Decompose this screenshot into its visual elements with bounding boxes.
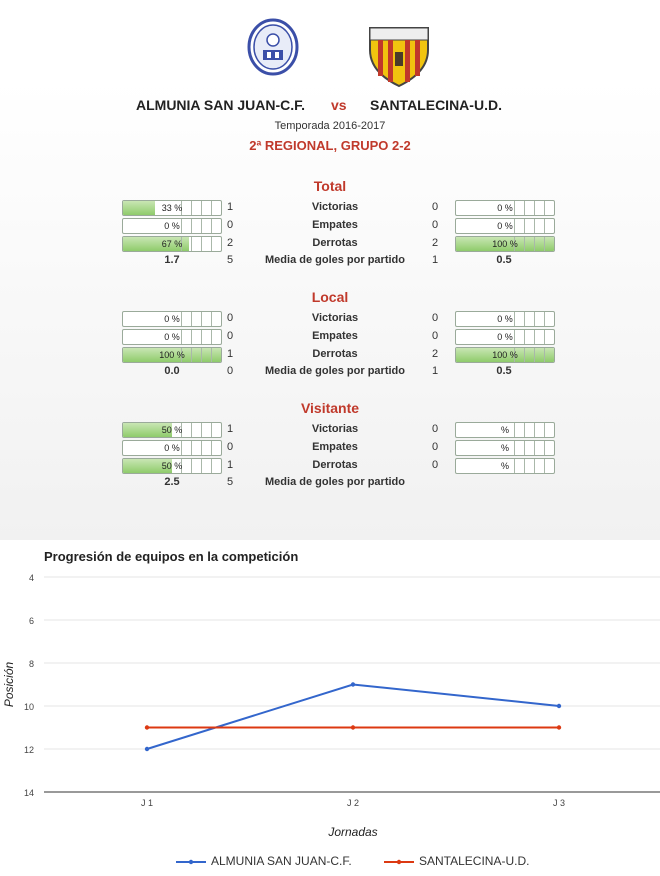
stat-row xyxy=(0,311,660,328)
progression-chart xyxy=(0,565,660,845)
competition-label: 2ª REGIONAL, GRUPO 2-2 xyxy=(249,138,411,153)
home-count: 0 xyxy=(227,330,234,342)
vs-label: vs xyxy=(331,97,347,113)
data-point xyxy=(351,725,355,729)
away-percent-bar xyxy=(455,218,555,234)
x-tick-label: J 2 xyxy=(346,798,360,808)
stat-label: Victorias xyxy=(311,423,359,435)
away-percent-bar xyxy=(455,440,555,456)
away-team-crest xyxy=(368,26,430,88)
stat-row xyxy=(0,422,660,439)
stat-label: Derrotas xyxy=(312,459,358,471)
percent-text: 0 % xyxy=(164,314,180,324)
section-title: Total xyxy=(313,178,347,194)
percent-text: 0 % xyxy=(497,203,513,213)
home-count: 1 xyxy=(227,459,234,471)
home-goals: 0 xyxy=(227,365,234,377)
away-goals-average: 0.5 xyxy=(496,365,512,377)
away-percent-bar xyxy=(455,311,555,327)
away-count: 0 xyxy=(432,441,439,453)
y-tick-label: 6 xyxy=(28,616,34,626)
away-goals-average: 0.5 xyxy=(496,254,512,266)
goals-average-row xyxy=(0,253,660,270)
legend-swatch xyxy=(384,857,414,867)
away-percent-bar xyxy=(455,200,555,216)
away-goals: 1 xyxy=(432,254,439,266)
away-count: 0 xyxy=(432,312,439,324)
percent-text: % xyxy=(500,443,509,453)
y-tick-label: 8 xyxy=(28,659,34,669)
percent-text: 100 % xyxy=(492,239,518,249)
away-percent-bar xyxy=(455,329,555,345)
home-percent-bar xyxy=(122,347,222,363)
legend-label: ALMUNIA SAN JUAN-C.F. xyxy=(211,854,352,868)
away-count: 0 xyxy=(432,459,439,471)
percent-text: 50 % xyxy=(161,425,183,435)
series-line xyxy=(147,685,559,750)
home-percent-bar xyxy=(122,329,222,345)
percent-text: 33 % xyxy=(161,203,183,213)
home-count: 1 xyxy=(227,348,234,360)
away-count: 2 xyxy=(432,237,439,249)
home-team-name: ALMUNIA SAN JUAN-C.F. xyxy=(136,97,306,113)
y-axis-label: Posición xyxy=(2,661,16,708)
stat-label: Derrotas xyxy=(312,237,358,249)
home-goals-average: 0.0 xyxy=(164,365,180,377)
stat-row xyxy=(0,440,660,457)
home-count: 2 xyxy=(227,237,234,249)
chart-title: Progresión de equipos en la competición xyxy=(44,549,299,564)
goals-average-label: Media de goles por partido xyxy=(265,254,405,266)
home-percent-bar xyxy=(122,422,222,438)
home-count: 1 xyxy=(227,201,234,213)
stat-row xyxy=(0,200,660,217)
away-percent-bar xyxy=(455,236,555,252)
x-tick-label: J 1 xyxy=(140,798,154,808)
x-tick-label: J 3 xyxy=(552,798,566,808)
legend-swatch xyxy=(176,857,206,867)
stat-row xyxy=(0,458,660,475)
home-percent-bar xyxy=(122,458,222,474)
home-goals: 5 xyxy=(227,476,234,488)
percent-text: 0 % xyxy=(497,314,513,324)
section-title: Local xyxy=(311,289,349,305)
goals-average-label: Media de goles por partido xyxy=(265,476,405,488)
y-tick-label: 10 xyxy=(23,702,34,712)
stat-row xyxy=(0,347,660,364)
home-count: 0 xyxy=(227,441,234,453)
y-tick-label: 4 xyxy=(28,573,34,583)
away-count: 0 xyxy=(432,201,439,213)
home-goals-average: 2.5 xyxy=(164,476,180,488)
percent-text: 0 % xyxy=(164,221,180,231)
data-point xyxy=(557,725,561,729)
home-percent-bar xyxy=(122,236,222,252)
home-count: 0 xyxy=(227,219,234,231)
away-count: 0 xyxy=(432,330,439,342)
home-percent-bar xyxy=(122,440,222,456)
percent-text: % xyxy=(500,461,509,471)
data-point xyxy=(351,682,355,686)
legend-label: SANTALECINA-U.D. xyxy=(419,854,530,868)
stat-row xyxy=(0,236,660,253)
stat-label: Victorias xyxy=(311,201,359,213)
goals-average-row xyxy=(0,475,660,492)
home-goals: 5 xyxy=(227,254,234,266)
home-count: 1 xyxy=(227,423,234,435)
percent-text: 0 % xyxy=(497,332,513,342)
away-percent-bar xyxy=(455,422,555,438)
home-percent-bar xyxy=(122,218,222,234)
y-tick-label: 12 xyxy=(23,745,34,755)
section-title: Visitante xyxy=(300,400,360,416)
x-axis-label: Jornadas xyxy=(328,825,378,839)
home-goals-average: 1.7 xyxy=(164,254,180,266)
stat-label: Empates xyxy=(312,441,358,453)
stat-row xyxy=(0,218,660,235)
away-percent-bar xyxy=(455,458,555,474)
percent-text: 0 % xyxy=(164,443,180,453)
stat-label: Empates xyxy=(312,219,358,231)
home-team-crest xyxy=(247,18,299,76)
stat-label: Victorias xyxy=(311,312,359,324)
data-point xyxy=(145,747,149,751)
away-count: 0 xyxy=(432,219,439,231)
percent-text: 0 % xyxy=(497,221,513,231)
data-point xyxy=(557,704,561,708)
stat-label: Derrotas xyxy=(312,348,358,360)
goals-average-label: Media de goles por partido xyxy=(265,365,405,377)
y-tick-label: 14 xyxy=(23,788,34,798)
percent-text: % xyxy=(500,425,509,435)
away-count: 2 xyxy=(432,348,439,360)
percent-text: 0 % xyxy=(164,332,180,342)
percent-text: 100 % xyxy=(492,350,518,360)
away-count: 0 xyxy=(432,423,439,435)
data-point xyxy=(145,725,149,729)
home-percent-bar xyxy=(122,311,222,327)
percent-text: 67 % xyxy=(161,239,183,249)
home-count: 0 xyxy=(227,312,234,324)
stat-row xyxy=(0,329,660,346)
goals-average-row xyxy=(0,364,660,381)
season-label: Temporada 2016-2017 xyxy=(274,120,386,132)
away-goals: 1 xyxy=(432,365,439,377)
home-percent-bar xyxy=(122,200,222,216)
away-percent-bar xyxy=(455,347,555,363)
away-team-name: SANTALECINA-U.D. xyxy=(370,97,502,113)
percent-text: 50 % xyxy=(161,461,183,471)
percent-text: 100 % xyxy=(159,350,185,360)
stat-label: Empates xyxy=(312,330,358,342)
